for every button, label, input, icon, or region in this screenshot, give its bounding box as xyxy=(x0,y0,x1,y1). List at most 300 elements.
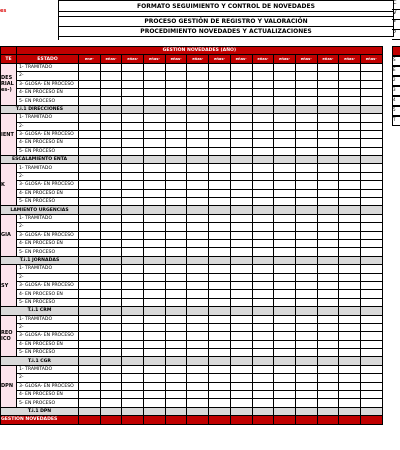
data-cell[interactable] xyxy=(360,189,382,197)
data-cell[interactable] xyxy=(100,189,122,197)
data-cell[interactable] xyxy=(339,80,361,88)
data-cell[interactable] xyxy=(317,349,339,357)
data-cell[interactable] xyxy=(274,298,296,306)
data-cell[interactable] xyxy=(252,374,274,382)
data-cell[interactable] xyxy=(100,365,122,373)
data-cell[interactable] xyxy=(252,273,274,281)
data-cell[interactable] xyxy=(360,223,382,231)
data-cell[interactable] xyxy=(339,399,361,407)
data-cell[interactable] xyxy=(144,114,166,122)
data-cell[interactable] xyxy=(295,189,317,197)
data-cell[interactable] xyxy=(100,290,122,298)
data-cell[interactable] xyxy=(252,315,274,323)
data-cell[interactable] xyxy=(339,130,361,138)
data-cell[interactable] xyxy=(100,122,122,130)
data-cell[interactable] xyxy=(252,198,274,206)
data-cell[interactable] xyxy=(187,223,209,231)
data-cell[interactable] xyxy=(230,290,252,298)
data-cell[interactable] xyxy=(339,231,361,239)
data-cell[interactable] xyxy=(165,315,187,323)
data-cell[interactable] xyxy=(295,122,317,130)
data-cell[interactable] xyxy=(295,72,317,80)
data-cell[interactable] xyxy=(122,172,144,180)
data-cell[interactable] xyxy=(230,147,252,155)
data-cell[interactable] xyxy=(79,114,101,122)
data-cell[interactable] xyxy=(274,164,296,172)
data-cell[interactable] xyxy=(274,239,296,247)
data-cell[interactable] xyxy=(295,231,317,239)
data-cell[interactable] xyxy=(317,130,339,138)
data-cell[interactable] xyxy=(360,80,382,88)
data-cell[interactable] xyxy=(165,122,187,130)
data-cell[interactable] xyxy=(274,391,296,399)
data-cell[interactable] xyxy=(230,349,252,357)
data-cell[interactable] xyxy=(317,80,339,88)
data-cell[interactable] xyxy=(79,88,101,96)
data-cell[interactable] xyxy=(122,130,144,138)
data-cell[interactable] xyxy=(252,290,274,298)
data-cell[interactable] xyxy=(274,214,296,222)
data-cell[interactable] xyxy=(230,63,252,71)
data-cell[interactable] xyxy=(144,273,166,281)
data-cell[interactable] xyxy=(122,97,144,105)
data-cell[interactable] xyxy=(252,181,274,189)
data-cell[interactable] xyxy=(144,290,166,298)
data-cell[interactable] xyxy=(339,315,361,323)
data-cell[interactable] xyxy=(187,265,209,273)
data-cell[interactable] xyxy=(209,97,231,105)
data-cell[interactable] xyxy=(100,130,122,138)
data-cell[interactable] xyxy=(144,248,166,256)
data-cell[interactable] xyxy=(274,399,296,407)
data-cell[interactable] xyxy=(144,181,166,189)
data-cell[interactable] xyxy=(360,273,382,281)
data-cell[interactable] xyxy=(187,147,209,155)
data-cell[interactable] xyxy=(295,63,317,71)
data-cell[interactable] xyxy=(144,223,166,231)
data-cell[interactable] xyxy=(339,147,361,155)
data-cell[interactable] xyxy=(209,349,231,357)
data-cell[interactable] xyxy=(295,290,317,298)
data-cell[interactable] xyxy=(317,248,339,256)
data-cell[interactable] xyxy=(144,97,166,105)
data-cell[interactable] xyxy=(79,239,101,247)
data-cell[interactable] xyxy=(274,63,296,71)
data-cell[interactable] xyxy=(122,298,144,306)
data-cell[interactable] xyxy=(274,273,296,281)
data-cell[interactable] xyxy=(144,374,166,382)
data-cell[interactable] xyxy=(274,80,296,88)
data-cell[interactable] xyxy=(144,172,166,180)
data-cell[interactable] xyxy=(230,399,252,407)
data-cell[interactable] xyxy=(295,281,317,289)
data-cell[interactable] xyxy=(122,265,144,273)
data-cell[interactable] xyxy=(360,281,382,289)
data-cell[interactable] xyxy=(317,374,339,382)
data-cell[interactable] xyxy=(165,164,187,172)
data-cell[interactable] xyxy=(100,265,122,273)
data-cell[interactable] xyxy=(230,315,252,323)
data-cell[interactable] xyxy=(79,315,101,323)
data-cell[interactable] xyxy=(274,181,296,189)
data-cell[interactable] xyxy=(274,189,296,197)
data-cell[interactable] xyxy=(100,97,122,105)
data-cell[interactable] xyxy=(100,114,122,122)
data-cell[interactable] xyxy=(295,130,317,138)
data-cell[interactable] xyxy=(100,88,122,96)
data-cell[interactable] xyxy=(295,114,317,122)
data-cell[interactable] xyxy=(360,214,382,222)
data-cell[interactable] xyxy=(317,399,339,407)
data-cell[interactable] xyxy=(252,248,274,256)
data-cell[interactable] xyxy=(165,63,187,71)
data-cell[interactable] xyxy=(209,231,231,239)
data-cell[interactable] xyxy=(230,122,252,130)
data-cell[interactable] xyxy=(122,231,144,239)
data-cell[interactable] xyxy=(295,248,317,256)
data-cell[interactable] xyxy=(209,290,231,298)
data-cell[interactable] xyxy=(122,340,144,348)
data-cell[interactable] xyxy=(252,349,274,357)
data-cell[interactable] xyxy=(317,97,339,105)
data-cell[interactable] xyxy=(187,181,209,189)
data-cell[interactable] xyxy=(360,323,382,331)
data-cell[interactable] xyxy=(209,399,231,407)
data-cell[interactable] xyxy=(317,281,339,289)
data-cell[interactable] xyxy=(122,114,144,122)
data-cell[interactable] xyxy=(360,239,382,247)
data-cell[interactable] xyxy=(274,374,296,382)
data-cell[interactable] xyxy=(209,214,231,222)
data-cell[interactable] xyxy=(187,239,209,247)
data-cell[interactable] xyxy=(144,80,166,88)
data-cell[interactable] xyxy=(79,63,101,71)
data-cell[interactable] xyxy=(317,290,339,298)
data-cell[interactable] xyxy=(122,198,144,206)
data-cell[interactable] xyxy=(122,147,144,155)
data-cell[interactable] xyxy=(360,399,382,407)
data-cell[interactable] xyxy=(209,382,231,390)
data-cell[interactable] xyxy=(187,382,209,390)
data-cell[interactable] xyxy=(317,172,339,180)
data-cell[interactable] xyxy=(339,265,361,273)
data-cell[interactable] xyxy=(274,114,296,122)
data-cell[interactable] xyxy=(339,181,361,189)
data-cell[interactable] xyxy=(274,147,296,155)
data-cell[interactable] xyxy=(100,164,122,172)
data-cell[interactable] xyxy=(209,323,231,331)
data-cell[interactable] xyxy=(360,290,382,298)
data-cell[interactable] xyxy=(187,164,209,172)
data-cell[interactable] xyxy=(339,382,361,390)
data-cell[interactable] xyxy=(339,63,361,71)
data-cell[interactable] xyxy=(100,374,122,382)
data-cell[interactable] xyxy=(100,223,122,231)
data-cell[interactable] xyxy=(122,223,144,231)
data-cell[interactable] xyxy=(317,315,339,323)
data-cell[interactable] xyxy=(339,114,361,122)
data-cell[interactable] xyxy=(79,181,101,189)
data-cell[interactable] xyxy=(317,198,339,206)
data-cell[interactable] xyxy=(360,365,382,373)
data-cell[interactable] xyxy=(144,391,166,399)
data-cell[interactable] xyxy=(187,97,209,105)
data-cell[interactable] xyxy=(230,365,252,373)
data-cell[interactable] xyxy=(187,248,209,256)
data-cell[interactable] xyxy=(230,97,252,105)
data-cell[interactable] xyxy=(209,181,231,189)
data-cell[interactable] xyxy=(165,139,187,147)
data-cell[interactable] xyxy=(230,231,252,239)
data-cell[interactable] xyxy=(360,374,382,382)
data-cell[interactable] xyxy=(209,265,231,273)
data-cell[interactable] xyxy=(295,315,317,323)
data-cell[interactable] xyxy=(122,63,144,71)
data-cell[interactable] xyxy=(144,122,166,130)
data-cell[interactable] xyxy=(122,315,144,323)
data-cell[interactable] xyxy=(122,214,144,222)
data-cell[interactable] xyxy=(230,214,252,222)
data-cell[interactable] xyxy=(252,122,274,130)
data-cell[interactable] xyxy=(317,239,339,247)
data-cell[interactable] xyxy=(360,198,382,206)
data-cell[interactable] xyxy=(122,248,144,256)
data-cell[interactable] xyxy=(165,281,187,289)
data-cell[interactable] xyxy=(339,332,361,340)
data-cell[interactable] xyxy=(187,172,209,180)
data-cell[interactable] xyxy=(252,172,274,180)
data-cell[interactable] xyxy=(252,214,274,222)
data-cell[interactable] xyxy=(100,80,122,88)
data-cell[interactable] xyxy=(122,290,144,298)
data-cell[interactable] xyxy=(100,273,122,281)
data-cell[interactable] xyxy=(339,223,361,231)
data-cell[interactable] xyxy=(252,88,274,96)
data-cell[interactable] xyxy=(252,72,274,80)
data-cell[interactable] xyxy=(274,281,296,289)
data-cell[interactable] xyxy=(317,122,339,130)
data-cell[interactable] xyxy=(339,172,361,180)
data-cell[interactable] xyxy=(100,172,122,180)
data-cell[interactable] xyxy=(79,139,101,147)
data-cell[interactable] xyxy=(295,391,317,399)
data-cell[interactable] xyxy=(165,189,187,197)
data-cell[interactable] xyxy=(165,88,187,96)
data-cell[interactable] xyxy=(274,323,296,331)
data-cell[interactable] xyxy=(165,97,187,105)
data-cell[interactable] xyxy=(144,164,166,172)
data-cell[interactable] xyxy=(274,332,296,340)
data-cell[interactable] xyxy=(187,365,209,373)
data-cell[interactable] xyxy=(100,248,122,256)
data-cell[interactable] xyxy=(209,340,231,348)
data-cell[interactable] xyxy=(295,365,317,373)
data-cell[interactable] xyxy=(187,290,209,298)
data-cell[interactable] xyxy=(252,365,274,373)
data-cell[interactable] xyxy=(79,340,101,348)
data-cell[interactable] xyxy=(144,214,166,222)
data-cell[interactable] xyxy=(295,273,317,281)
data-cell[interactable] xyxy=(165,382,187,390)
data-cell[interactable] xyxy=(230,340,252,348)
data-cell[interactable] xyxy=(317,391,339,399)
data-cell[interactable] xyxy=(144,88,166,96)
data-cell[interactable] xyxy=(144,399,166,407)
data-cell[interactable] xyxy=(187,340,209,348)
data-cell[interactable] xyxy=(317,63,339,71)
data-cell[interactable] xyxy=(165,323,187,331)
data-cell[interactable] xyxy=(79,374,101,382)
data-cell[interactable] xyxy=(339,298,361,306)
data-cell[interactable] xyxy=(165,80,187,88)
data-cell[interactable] xyxy=(295,97,317,105)
data-cell[interactable] xyxy=(122,164,144,172)
data-cell[interactable] xyxy=(360,231,382,239)
data-cell[interactable] xyxy=(79,231,101,239)
data-cell[interactable] xyxy=(360,391,382,399)
data-cell[interactable] xyxy=(165,114,187,122)
data-cell[interactable] xyxy=(187,88,209,96)
data-cell[interactable] xyxy=(339,122,361,130)
data-cell[interactable] xyxy=(209,223,231,231)
data-cell[interactable] xyxy=(144,231,166,239)
data-cell[interactable] xyxy=(100,332,122,340)
data-cell[interactable] xyxy=(360,72,382,80)
data-cell[interactable] xyxy=(209,189,231,197)
data-cell[interactable] xyxy=(79,273,101,281)
data-cell[interactable] xyxy=(339,214,361,222)
data-cell[interactable] xyxy=(209,239,231,247)
data-cell[interactable] xyxy=(165,349,187,357)
data-cell[interactable] xyxy=(122,349,144,357)
data-cell[interactable] xyxy=(252,231,274,239)
data-cell[interactable] xyxy=(274,365,296,373)
data-cell[interactable] xyxy=(187,198,209,206)
data-cell[interactable] xyxy=(79,130,101,138)
data-cell[interactable] xyxy=(317,88,339,96)
data-cell[interactable] xyxy=(295,80,317,88)
data-cell[interactable] xyxy=(295,164,317,172)
data-cell[interactable] xyxy=(252,239,274,247)
data-cell[interactable] xyxy=(339,248,361,256)
data-cell[interactable] xyxy=(360,382,382,390)
data-cell[interactable] xyxy=(230,265,252,273)
data-cell[interactable] xyxy=(339,164,361,172)
data-cell[interactable] xyxy=(252,147,274,155)
data-cell[interactable] xyxy=(360,122,382,130)
data-cell[interactable] xyxy=(317,231,339,239)
data-cell[interactable] xyxy=(144,130,166,138)
data-cell[interactable] xyxy=(165,223,187,231)
data-cell[interactable] xyxy=(230,273,252,281)
data-cell[interactable] xyxy=(274,223,296,231)
data-cell[interactable] xyxy=(252,139,274,147)
data-cell[interactable] xyxy=(252,265,274,273)
data-cell[interactable] xyxy=(144,239,166,247)
data-cell[interactable] xyxy=(274,122,296,130)
data-cell[interactable] xyxy=(360,114,382,122)
data-cell[interactable] xyxy=(360,164,382,172)
data-cell[interactable] xyxy=(79,281,101,289)
data-cell[interactable] xyxy=(209,332,231,340)
data-cell[interactable] xyxy=(360,298,382,306)
data-cell[interactable] xyxy=(209,80,231,88)
data-cell[interactable] xyxy=(274,198,296,206)
data-cell[interactable] xyxy=(295,340,317,348)
data-cell[interactable] xyxy=(144,147,166,155)
data-cell[interactable] xyxy=(187,315,209,323)
data-cell[interactable] xyxy=(165,214,187,222)
data-cell[interactable] xyxy=(187,130,209,138)
data-cell[interactable] xyxy=(295,265,317,273)
data-cell[interactable] xyxy=(252,281,274,289)
data-cell[interactable] xyxy=(360,63,382,71)
data-cell[interactable] xyxy=(274,88,296,96)
data-cell[interactable] xyxy=(122,80,144,88)
data-cell[interactable] xyxy=(100,399,122,407)
data-cell[interactable] xyxy=(360,139,382,147)
data-cell[interactable] xyxy=(100,198,122,206)
data-cell[interactable] xyxy=(165,273,187,281)
data-cell[interactable] xyxy=(230,72,252,80)
data-cell[interactable] xyxy=(187,332,209,340)
data-cell[interactable] xyxy=(339,391,361,399)
data-cell[interactable] xyxy=(252,391,274,399)
data-cell[interactable] xyxy=(274,231,296,239)
data-cell[interactable] xyxy=(144,139,166,147)
data-cell[interactable] xyxy=(317,332,339,340)
data-cell[interactable] xyxy=(252,382,274,390)
data-cell[interactable] xyxy=(79,122,101,130)
data-cell[interactable] xyxy=(339,340,361,348)
data-cell[interactable] xyxy=(252,97,274,105)
data-cell[interactable] xyxy=(230,223,252,231)
data-cell[interactable] xyxy=(100,147,122,155)
data-cell[interactable] xyxy=(165,181,187,189)
data-cell[interactable] xyxy=(144,349,166,357)
data-cell[interactable] xyxy=(317,265,339,273)
data-cell[interactable] xyxy=(360,88,382,96)
data-cell[interactable] xyxy=(252,164,274,172)
data-cell[interactable] xyxy=(187,214,209,222)
data-cell[interactable] xyxy=(187,72,209,80)
data-cell[interactable] xyxy=(100,63,122,71)
data-cell[interactable] xyxy=(274,340,296,348)
data-cell[interactable] xyxy=(165,298,187,306)
data-cell[interactable] xyxy=(79,164,101,172)
data-cell[interactable] xyxy=(187,298,209,306)
data-cell[interactable] xyxy=(122,88,144,96)
data-cell[interactable] xyxy=(317,323,339,331)
data-cell[interactable] xyxy=(209,391,231,399)
data-cell[interactable] xyxy=(100,315,122,323)
data-cell[interactable] xyxy=(79,298,101,306)
data-cell[interactable] xyxy=(252,323,274,331)
data-cell[interactable] xyxy=(209,63,231,71)
data-cell[interactable] xyxy=(79,349,101,357)
data-cell[interactable] xyxy=(79,80,101,88)
data-cell[interactable] xyxy=(165,340,187,348)
data-cell[interactable] xyxy=(295,323,317,331)
data-cell[interactable] xyxy=(79,189,101,197)
data-cell[interactable] xyxy=(360,340,382,348)
data-cell[interactable] xyxy=(360,315,382,323)
data-cell[interactable] xyxy=(230,248,252,256)
data-cell[interactable] xyxy=(339,349,361,357)
data-cell[interactable] xyxy=(230,374,252,382)
data-cell[interactable] xyxy=(252,130,274,138)
data-cell[interactable] xyxy=(339,198,361,206)
